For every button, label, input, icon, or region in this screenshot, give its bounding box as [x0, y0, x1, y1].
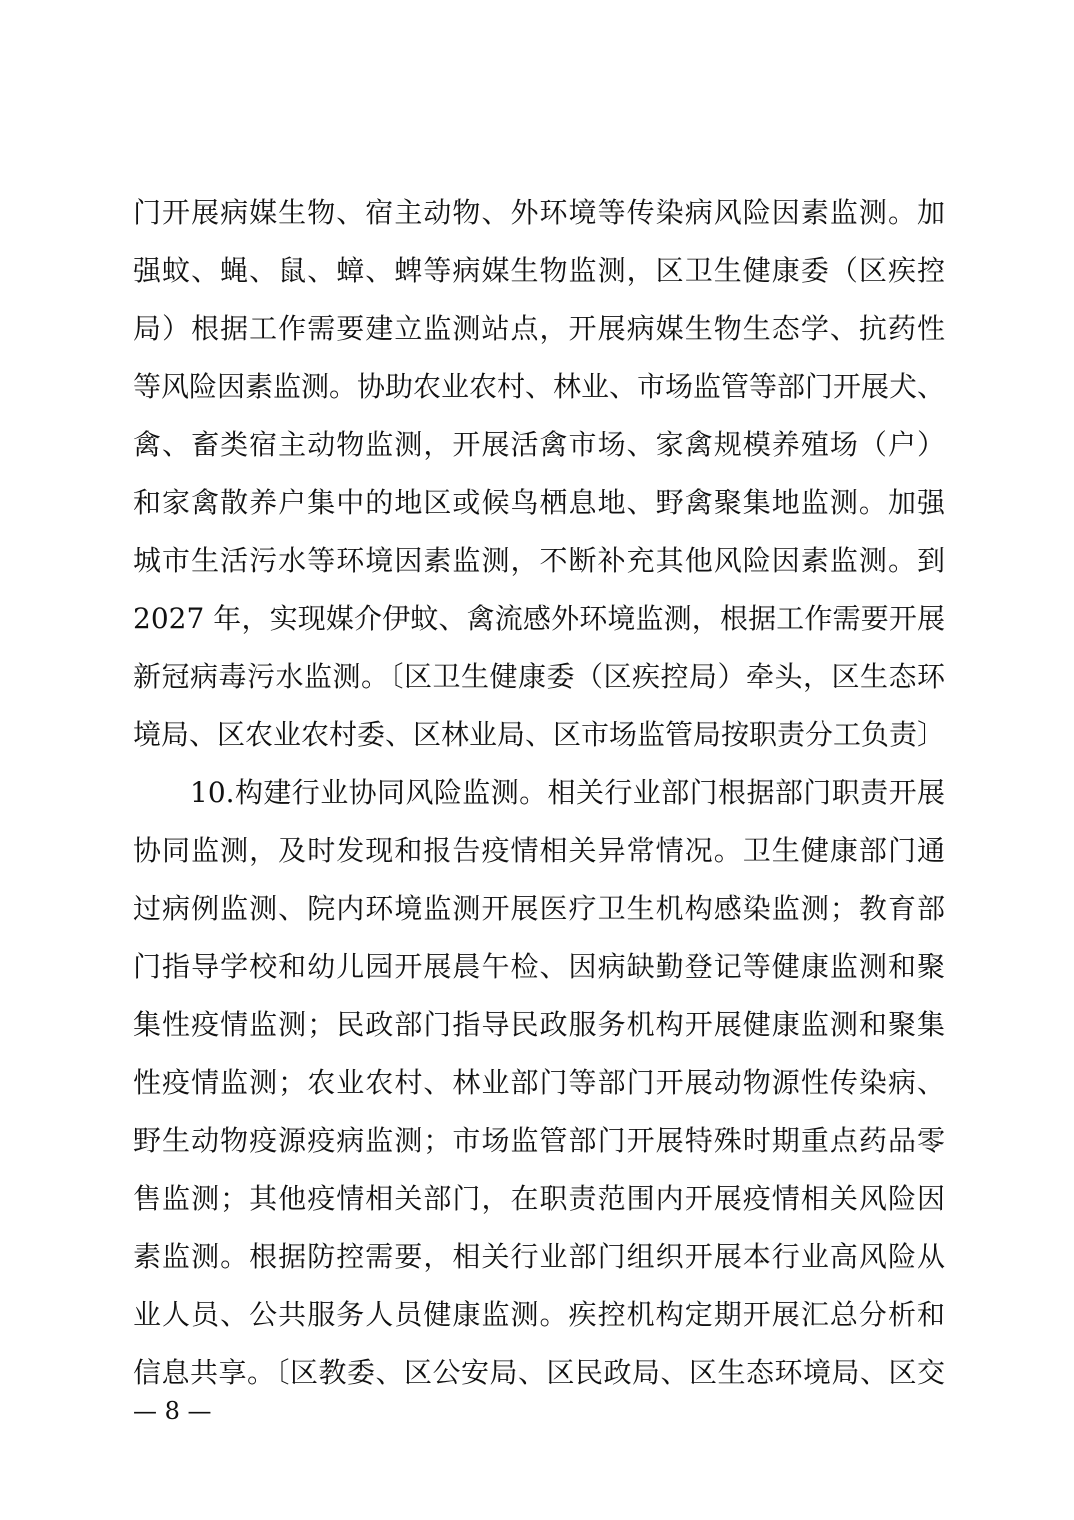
text-line: 新冠病毒污水监测。〔区卫生健康委（区疾控局）牵头，区生态环 [133, 660, 945, 693]
paragraph-heading-line: 10.构建行业协同风险监测。相关行业部门根据部门职责开展 [190, 776, 945, 809]
text-line: 门开展病媒生物、宿主动物、外环境等传染病风险因素监测。加 [133, 196, 945, 229]
text-line: 和家禽散养户集中的地区或候鸟栖息地、野禽聚集地监测。加强 [133, 486, 945, 519]
page-number: — 8 — [133, 1397, 212, 1425]
text-line: 协同监测，及时发现和报告疫情相关异常情况。卫生健康部门通 [133, 834, 945, 867]
text-line: 局）根据工作需要建立监测站点，开展病媒生物生态学、抗药性 [133, 312, 945, 345]
text-line: 集性疫情监测；民政部门指导民政服务机构开展健康监测和聚集 [133, 1008, 945, 1041]
text-line: 境局、区农业农村委、区林业局、区市场监管局按职责分工负责〕 [133, 718, 945, 751]
text-line: 禽、畜类宿主动物监测，开展活禽市场、家禽规模养殖场（户） [133, 428, 945, 461]
text-line: 过病例监测、院内环境监测开展医疗卫生机构感染监测；教育部 [133, 892, 945, 925]
text-line: 门指导学校和幼儿园开展晨午检、因病缺勤登记等健康监测和聚 [133, 950, 945, 983]
text-line: 强蚊、蝇、鼠、蟑、蜱等病媒生物监测，区卫生健康委（区疾控 [133, 254, 945, 287]
text-line: 等风险因素监测。协助农业农村、林业、市场监管等部门开展犬、 [133, 370, 945, 403]
text-line: 城市生活污水等环境因素监测，不断补充其他风险因素监测。到 [133, 544, 945, 577]
text-line: 素监测。根据防控需要，相关行业部门组织开展本行业高风险从 [133, 1240, 945, 1273]
text-line: 2027 年，实现媒介伊蚊、禽流感外环境监测，根据工作需要开展 [133, 602, 945, 635]
text-line: 售监测；其他疫情相关部门，在职责范围内开展疫情相关风险因 [133, 1182, 945, 1215]
text-line: 性疫情监测；农业农村、林业部门等部门开展动物源性传染病、 [133, 1066, 945, 1099]
text-line: 野生动物疫源疫病监测；市场监管部门开展特殊时期重点药品零 [133, 1124, 945, 1157]
text-line: 信息共享。〔区教委、区公安局、区民政局、区生态环境局、区交 [133, 1356, 945, 1389]
text-line: 业人员、公共服务人员健康监测。疾控机构定期开展汇总分析和 [133, 1298, 945, 1331]
